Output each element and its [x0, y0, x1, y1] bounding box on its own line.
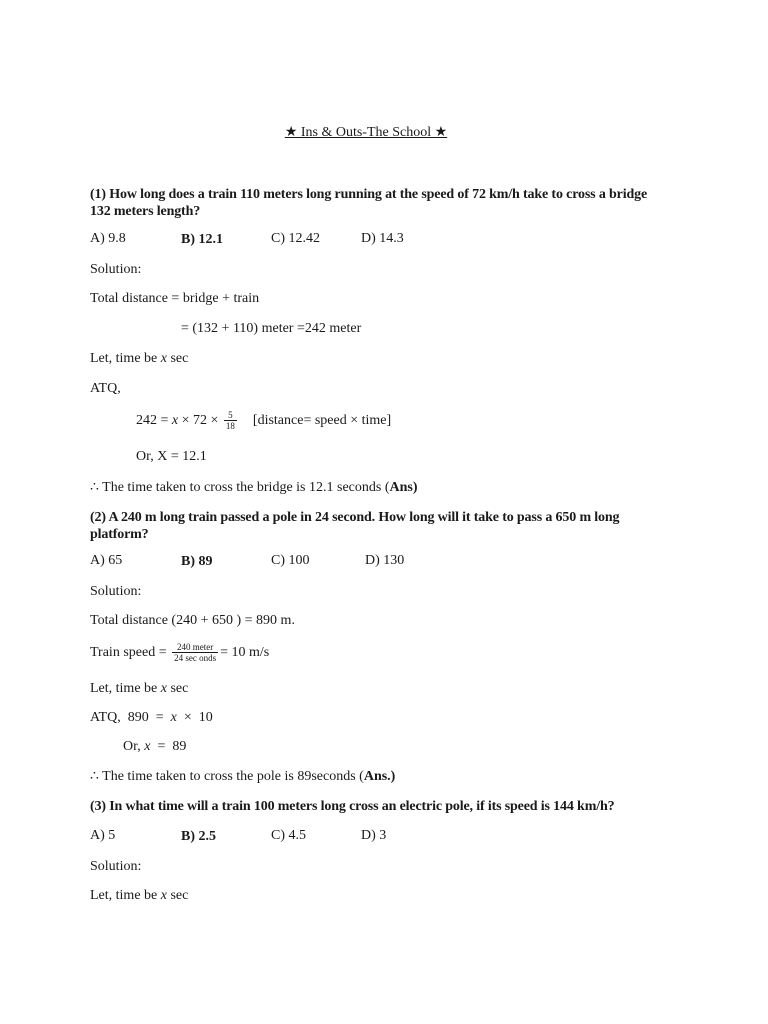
q1-or-result: Or, X = 12.1 — [136, 449, 207, 464]
page-title: ★ Ins & Outs-The School ★ — [284, 125, 448, 140]
q1-let-time: Let, time be x sec — [90, 351, 189, 366]
q3-option-c: C) 4.5 — [271, 828, 306, 843]
q1-option-a: A) 9.8 — [90, 231, 126, 246]
q2-total-distance: Total distance (240 + 650 ) = 890 m. — [90, 613, 295, 628]
q2-atq: ATQ, 890 = x × 10 — [90, 710, 213, 725]
q1-option-c: C) 12.42 — [271, 231, 320, 246]
q2-option-c: C) 100 — [271, 553, 310, 568]
q2-option-a: A) 65 — [90, 553, 123, 568]
q2-or-result: Or, x = 89 — [123, 739, 187, 754]
q2-fraction: $\frac{\text{240 meter}}{\text{24 sec onds}}$ — [174, 642, 217, 664]
q1-fraction: $\frac{5}{18}$ — [225, 410, 235, 432]
q1-total-distance-value: = (132 + 110) meter =242 meter — [181, 321, 362, 336]
q2-option-b: B) 89 — [181, 554, 213, 569]
q2-conclusion: ∴ The time taken to cross the pole is 89seconds (Ans.) — [90, 769, 396, 784]
q3-let-time: Let, time be x sec — [90, 888, 189, 903]
q3-option-a: A) 5 — [90, 828, 116, 843]
question-2: (2) A 240 m long train passed a pole in 24 second. How long will it take to pass a 650 m long platform? — [90, 510, 620, 542]
q1-option-b: B) 12.1 — [181, 232, 223, 247]
question-1: (1) How long does a train 110 meters long running at the speed of 72 km/h take to cross a bridge 132 meters length? — [90, 187, 648, 219]
q2-train-speed: Train speed = $\frac{\text{240 meter}}{\text{24 sec onds}}$ = 10 m/s — [90, 642, 270, 664]
question-3: (3) In what time will a train 100 meters long cross an electric pole, if its speed is 144 km/h? — [90, 799, 615, 814]
q1-atq: ATQ, — [90, 381, 121, 396]
q1-total-distance: Total distance = bridge + train — [90, 291, 260, 306]
q2-let-time: Let, time be x sec — [90, 681, 189, 696]
q2-solution-label: Solution: — [90, 584, 142, 599]
q2-option-d: D) 130 — [365, 553, 405, 568]
q3-option-d: D) 3 — [361, 828, 387, 843]
q3-option-b: B) 2.5 — [181, 829, 216, 844]
q1-equation: 242 = x × 72 × $\frac{5}{18}$ [distance= speed × time] — [136, 410, 392, 432]
q1-option-d: D) 14.3 — [361, 231, 404, 246]
q1-solution-label: Solution: — [90, 262, 142, 277]
q1-conclusion: ∴ The time taken to cross the bridge is 12.1 seconds (Ans) — [90, 480, 418, 495]
q3-solution-label: Solution: — [90, 859, 142, 874]
